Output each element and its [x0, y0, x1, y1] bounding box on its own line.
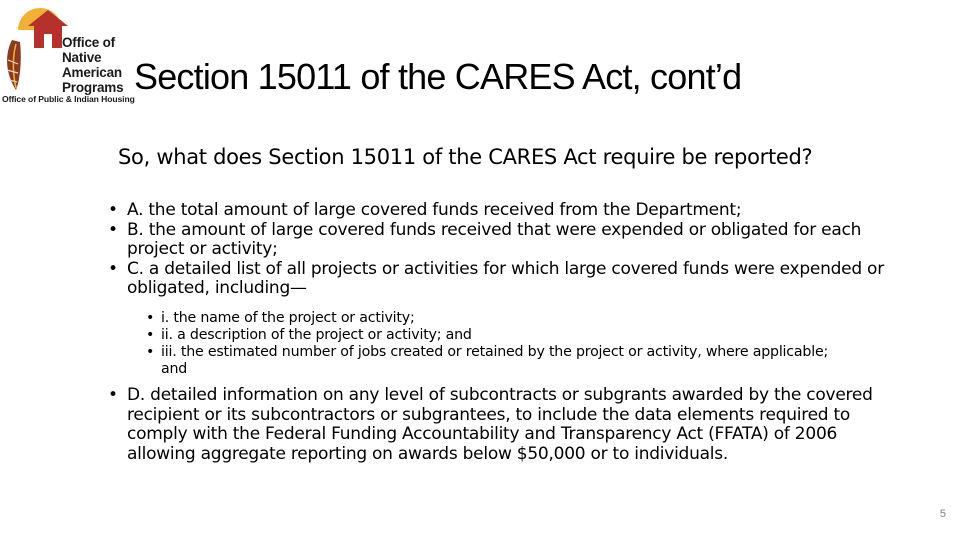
list-item-b — [108, 221, 898, 260]
bullet-list-sub — [146, 310, 846, 378]
bullet-icon: • — [108, 258, 118, 279]
bullet-icon: • — [146, 344, 155, 360]
list-item-text: D. detailed information on any level of subcontracts or subgrants awarded by the covered recipient or its subcontractors or subgrantees, to include the data elements required to comply with the Federal Funding Accountability and Transparency Act (FFATA) of 2006 allowing aggregate reporting on awards below $50,000 or to individuals. — [127, 385, 873, 464]
bullet-icon: • — [146, 327, 155, 343]
bullet-list-main — [108, 201, 898, 299]
logo-wordmark — [62, 35, 128, 95]
list-item-text: ii. a description of the project or activity; and — [161, 327, 472, 343]
list-item-c — [108, 260, 898, 299]
list-item-text: iii. the estimated number of jobs created or retained by the project or activity, where applicable; and — [161, 344, 829, 377]
bullet-icon: • — [108, 200, 118, 220]
list-item-text: i. the name of the project or activity; — [161, 310, 415, 326]
onap-logo — [0, 0, 135, 108]
list-item-a — [108, 201, 898, 221]
sub-item-ii — [146, 327, 846, 344]
logo-subtitle: Office of Public & Indian Housing — [2, 94, 135, 104]
slide-title: Section 15011 of the CARES Act, cont’d — [134, 56, 742, 97]
logo-line-3: Programs — [62, 80, 124, 95]
logo-line-2: Native American — [62, 50, 122, 80]
list-item-text: C. a detailed list of all projects or activities for which large covered funds were expended or obligated, including— — [127, 258, 884, 298]
sub-item-iii — [146, 344, 846, 378]
bullet-icon: • — [146, 310, 155, 326]
list-item-text: A. the total amount of large covered funds received from the Department; — [127, 200, 742, 220]
page-number: 5 — [939, 508, 946, 520]
slide-subtitle: So, what does Section 15011 of the CARES Act require be reported? — [118, 145, 813, 169]
list-item-text: B. the amount of large covered funds received that were expended or obligated for each project or activity; — [127, 219, 862, 259]
bullet-icon: • — [108, 219, 118, 240]
sub-item-i — [146, 310, 846, 327]
list-item-d — [108, 386, 898, 464]
bullet-list-d — [108, 386, 898, 464]
logo-line-1: Office of — [62, 35, 115, 50]
bullet-icon: • — [108, 385, 118, 405]
